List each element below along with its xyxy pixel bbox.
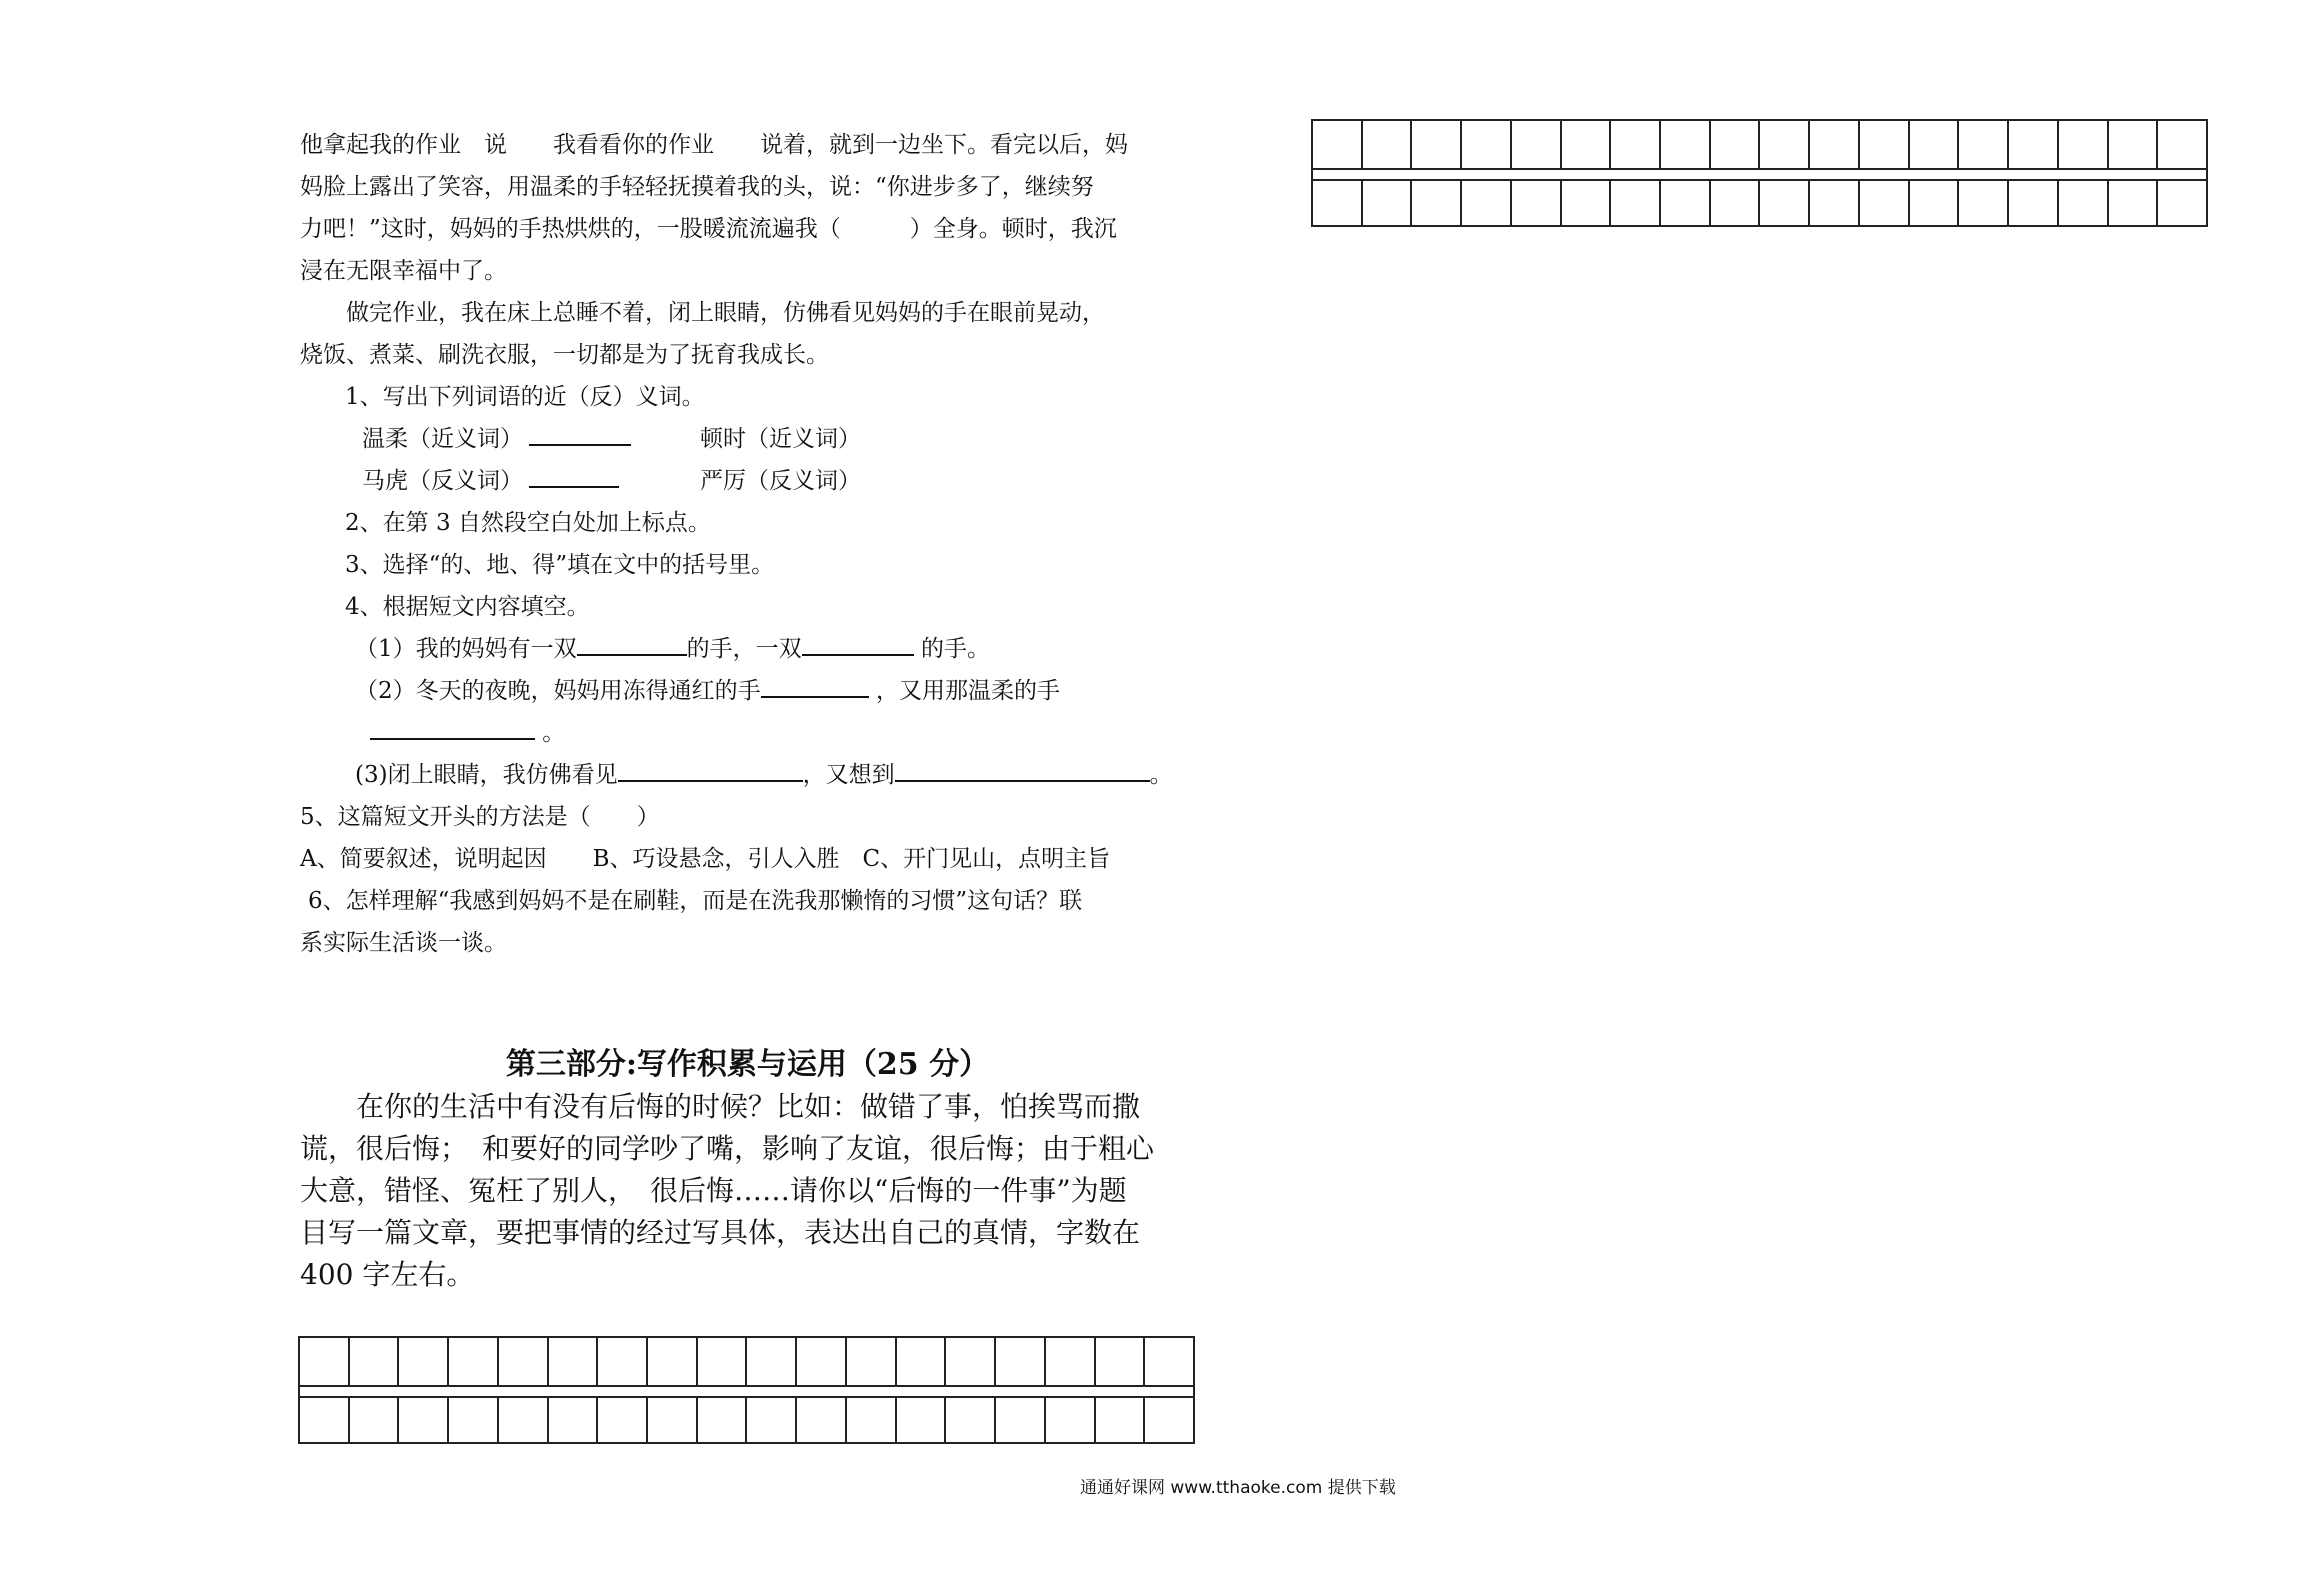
grid-cell[interactable] [300,1396,350,1442]
q4-2-blank-2[interactable] [370,712,535,740]
grid-cell[interactable] [399,1338,449,1385]
question-4-3 [355,754,1173,796]
grid-cell[interactable] [1412,179,1462,225]
grid-cell[interactable] [698,1338,748,1385]
question-6-cont: 系实际生活谈一谈。 [300,930,507,956]
q4-1-text-a: （1）我的妈妈有一双 [355,636,577,662]
grid-row [300,1338,1193,1385]
grid-cell[interactable] [1611,179,1661,225]
grid-cell[interactable] [1313,121,1363,168]
grid-cell[interactable] [449,1338,499,1385]
question-5-options: A、简要叙述，说明起因 B、巧设悬念，引人入胜 C、开门见山，点明主旨 [300,846,1111,872]
grid-cell[interactable] [1412,121,1462,168]
q4-2-blank-1[interactable] [761,670,869,698]
grid-cell[interactable] [1145,1338,1193,1385]
grid-cell[interactable] [1910,179,1960,225]
passage-line: 妈脸上露出了笑容，用温柔的手轻轻抚摸着我的头，说：“你进步多了，继续努 [300,174,1094,200]
q4-1-blank-2[interactable] [802,628,914,656]
grid-cell[interactable] [2158,179,2206,225]
grid-cell[interactable] [797,1338,847,1385]
grid-cell[interactable] [350,1338,400,1385]
grid-cell[interactable] [2009,121,2059,168]
grid-cell[interactable] [996,1396,1046,1442]
grid-cell[interactable] [1512,121,1562,168]
grid-cell[interactable] [1562,121,1612,168]
question-6: 6、怎样理解“我感到妈妈不是在刷鞋，而是在洗我那懒惰的习惯”这句话？联 [308,888,1083,914]
grid-cell[interactable] [350,1396,400,1442]
grid-cell[interactable] [698,1396,748,1442]
q1-word-3-label: 马虎（反义词） [362,468,523,494]
grid-cell[interactable] [648,1396,698,1442]
q1-word-2: 顿时（近义词） [700,426,861,452]
grid-cell[interactable] [897,1338,947,1385]
grid-cell[interactable] [1462,121,1512,168]
grid-cell[interactable] [1096,1396,1146,1442]
q1-word-1 [362,418,631,460]
grid-cell[interactable] [1611,121,1661,168]
grid-cell[interactable] [797,1396,847,1442]
grid-cell[interactable] [1313,179,1363,225]
grid-cell[interactable] [1810,121,1860,168]
grid-cell[interactable] [1145,1396,1193,1442]
grid-cell[interactable] [1661,121,1711,168]
grid-cell[interactable] [648,1338,698,1385]
grid-cell[interactable] [847,1338,897,1385]
grid-cell[interactable] [2059,121,2109,168]
q4-1-text-c: 的手。 [913,636,990,662]
grid-cell[interactable] [1562,179,1612,225]
passage-line: 烧饭、煮菜、刷洗衣服，一切都是为了抚育我成长。 [300,342,829,368]
grid-cell[interactable] [747,1338,797,1385]
grid-row [1313,179,2206,225]
question-4-2-cont [370,712,565,754]
grid-cell[interactable] [549,1338,599,1385]
passage-line: 浸在无限幸福中了。 [300,258,507,284]
q4-3-blank-2[interactable] [895,754,1150,782]
grid-cell[interactable] [2158,121,2206,168]
q1-answer-blank-1[interactable] [529,418,631,446]
grid-cell[interactable] [1363,121,1413,168]
question-4-1 [355,628,990,670]
grid-cell[interactable] [549,1396,599,1442]
grid-cell[interactable] [996,1338,1046,1385]
grid-cell[interactable] [2109,179,2159,225]
q4-3-text-b: ，又想到 [802,762,895,788]
q4-3-text-a: (3)闭上眼睛，我仿佛看见 [355,762,618,788]
grid-cell[interactable] [1046,1396,1096,1442]
writing-prompt-line: 大意，错怪、冤枉了别人， 很后悔……请你以“后悔的一件事”为题 [300,1174,1127,1207]
writing-prompt-line: 目写一篇文章，要把事情的经过写具体，表达出自己的真情，字数在 [300,1216,1141,1249]
grid-row [300,1396,1193,1442]
question-4: 4、根据短文内容填空。 [345,594,590,620]
grid-cell[interactable] [1810,179,1860,225]
grid-cell[interactable] [1959,121,2009,168]
writing-prompt-line: 在你的生活中有没有后悔的时候？比如：做错了事，怕挨骂而撒 [300,1090,1141,1123]
grid-cell[interactable] [499,1338,549,1385]
composition-grid-left [298,1336,1195,1444]
grid-cell[interactable] [1512,179,1562,225]
q4-2-text-b: ，又用那温柔的手 [868,678,1060,704]
grid-cell[interactable] [1860,121,1910,168]
writing-prompt-line: 谎，很后悔； 和要好的同学吵了嘴，影响了友谊，很后悔；由于粗心 [300,1132,1155,1165]
composition-grid-right [1311,119,2208,227]
question-4-2 [355,670,1060,712]
grid-cell[interactable] [1363,179,1413,225]
grid-cell[interactable] [1860,179,1910,225]
writing-prompt-line: 400 字左右。 [300,1258,475,1291]
passage-line: 他拿起我的作业 说 我看看你的作业 说着，就到一边坐下。看完以后，妈 [300,132,1128,158]
footer-credit: 通通好课网 www.tthaoke.com 提供下载 [1080,1478,1396,1498]
grid-cell[interactable] [300,1338,350,1385]
grid-cell[interactable] [1910,121,1960,168]
grid-cell[interactable] [897,1396,947,1442]
question-5: 5、这篇短文开头的方法是（ ） [300,804,660,830]
question-3: 3、选择“的、地、得”填在文中的括号里。 [345,552,775,578]
grid-cell[interactable] [449,1396,499,1442]
grid-cell[interactable] [946,1338,996,1385]
grid-cell[interactable] [1760,179,1810,225]
grid-cell[interactable] [1096,1338,1146,1385]
grid-cell[interactable] [499,1396,549,1442]
grid-row [1313,121,2206,168]
grid-cell[interactable] [1462,179,1512,225]
passage-line: 做完作业，我在床上总睡不着，闭上眼睛，仿佛看见妈妈的手在眼前晃动， [300,300,1105,326]
passage-line: 力吧！”这时，妈妈的手热烘烘的，一股暖流流遍我（ ）全身。顿时，我沉 [300,216,1117,242]
section-title: 第三部分:写作积累与运用（25 分） [505,1047,990,1082]
grid-cell[interactable] [1046,1338,1096,1385]
grid-cell[interactable] [2059,179,2109,225]
q1-word-1-label: 温柔（近义词） [362,426,523,452]
grid-cell[interactable] [1711,179,1761,225]
grid-cell[interactable] [598,1338,648,1385]
question-2: 2、在第 3 自然段空白处加上标点。 [345,510,711,536]
grid-cell[interactable] [1760,121,1810,168]
grid-cell[interactable] [847,1396,897,1442]
q4-1-blank-1[interactable] [577,628,687,656]
q4-3-blank-1[interactable] [618,754,803,782]
q1-answer-blank-3[interactable] [529,460,619,488]
grid-cell[interactable] [1661,179,1711,225]
q4-1-text-b: 的手，一双 [686,636,802,662]
grid-cell[interactable] [2109,121,2159,168]
q1-word-4: 严厉（反义词） [700,468,861,494]
grid-cell[interactable] [747,1396,797,1442]
grid-cell[interactable] [1959,179,2009,225]
grid-cell[interactable] [946,1396,996,1442]
grid-cell[interactable] [1711,121,1761,168]
q1-word-3 [362,460,619,502]
grid-cell[interactable] [2009,179,2059,225]
q4-2-text-c: 。 [535,720,566,746]
question-1: 1、写出下列词语的近（反）义词。 [345,384,705,410]
q4-2-text-a: （2）冬天的夜晚，妈妈用冻得通红的手 [355,678,761,704]
grid-cell[interactable] [598,1396,648,1442]
q4-3-text-c: 。 [1149,762,1173,788]
grid-cell[interactable] [399,1396,449,1442]
